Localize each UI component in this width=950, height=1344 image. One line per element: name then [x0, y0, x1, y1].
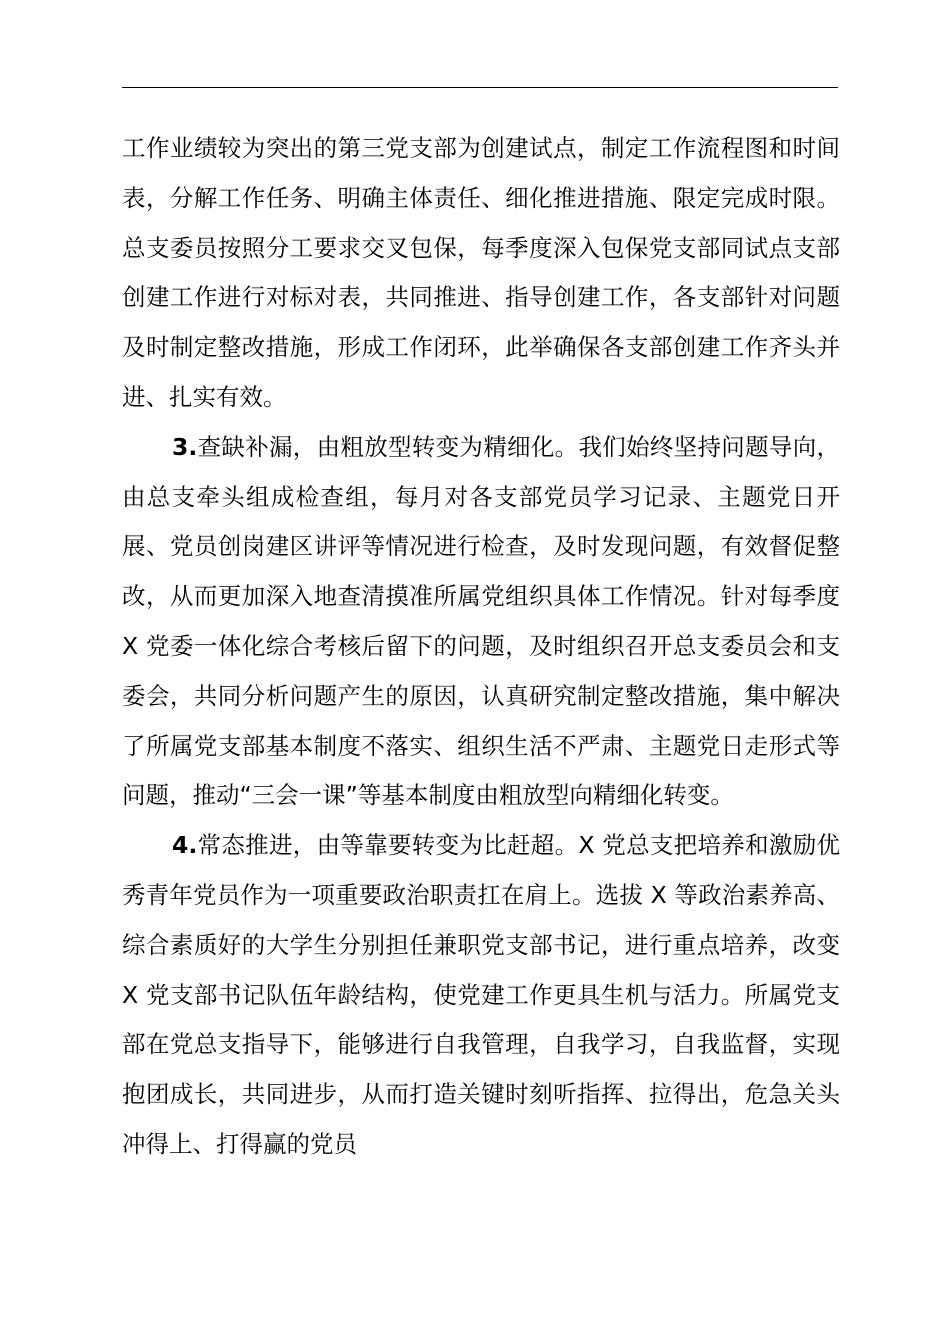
paragraph-text: 常态推进，由等靠要转变为比赶超。X 党总支把培养和激励优秀青年党员作为一项重要政治职责扛在肩上。选拔 X 等政治素养高、综合素质好的大学生分别担任兼职党支部书记，进行重点培养，改变 X 党支部书记队伍年龄结构，使党建工作更具生机与活力。所属党支部在党总支指导下，能够进行自我管理，自我学习，自我监督，实现抱团成长，共同进步，从而打造关键时刻听指挥、拉得出，危急关头冲得上、打得赢的党员 [122, 831, 840, 1158]
paragraph-item-4 [122, 821, 840, 1170]
paragraph-continuation [122, 124, 840, 423]
paragraph-item-3 [122, 423, 840, 821]
paragraph-number: 4. [172, 831, 198, 860]
paragraph-number: 3. [172, 432, 198, 461]
paragraph-text: 工作业绩较为突出的第三党支部为创建试点，制定工作流程图和时间表，分解工作任务、明确主体责任、细化推进措施、限定完成时限。总支委员按照分工要求交叉包保，每季度深入包保党支部同试点支部创建工作进行对标对表，共同推进、指导创建工作，各支部针对问题及时制定整改措施，形成工作闭环，此举确保各支部创建工作齐头并进、扎实有效。 [122, 134, 840, 411]
header-rule [122, 87, 838, 88]
document-body [122, 124, 840, 1170]
paragraph-text: 查缺补漏，由粗放型转变为精细化。我们始终坚持问题导向，由总支牵头组成检查组，每月对各支部党员学习记录、主题党日开展、党员创岗建区讲评等情况进行检查，及时发现问题，有效督促整改，从而更加深入地查清摸准所属党组织具体工作情况。针对每季度 X 党委一体化综合考核后留下的问题，及时组织召开总支委员会和支委会，共同分析问题产生的原因，认真研究制定整改措施，集中解决了所属党支部基本制度不落实、组织生活不严肃、主题党日走形式等问题，推动“三会一课”等基本制度由粗放型向精细化转变。 [122, 432, 840, 810]
